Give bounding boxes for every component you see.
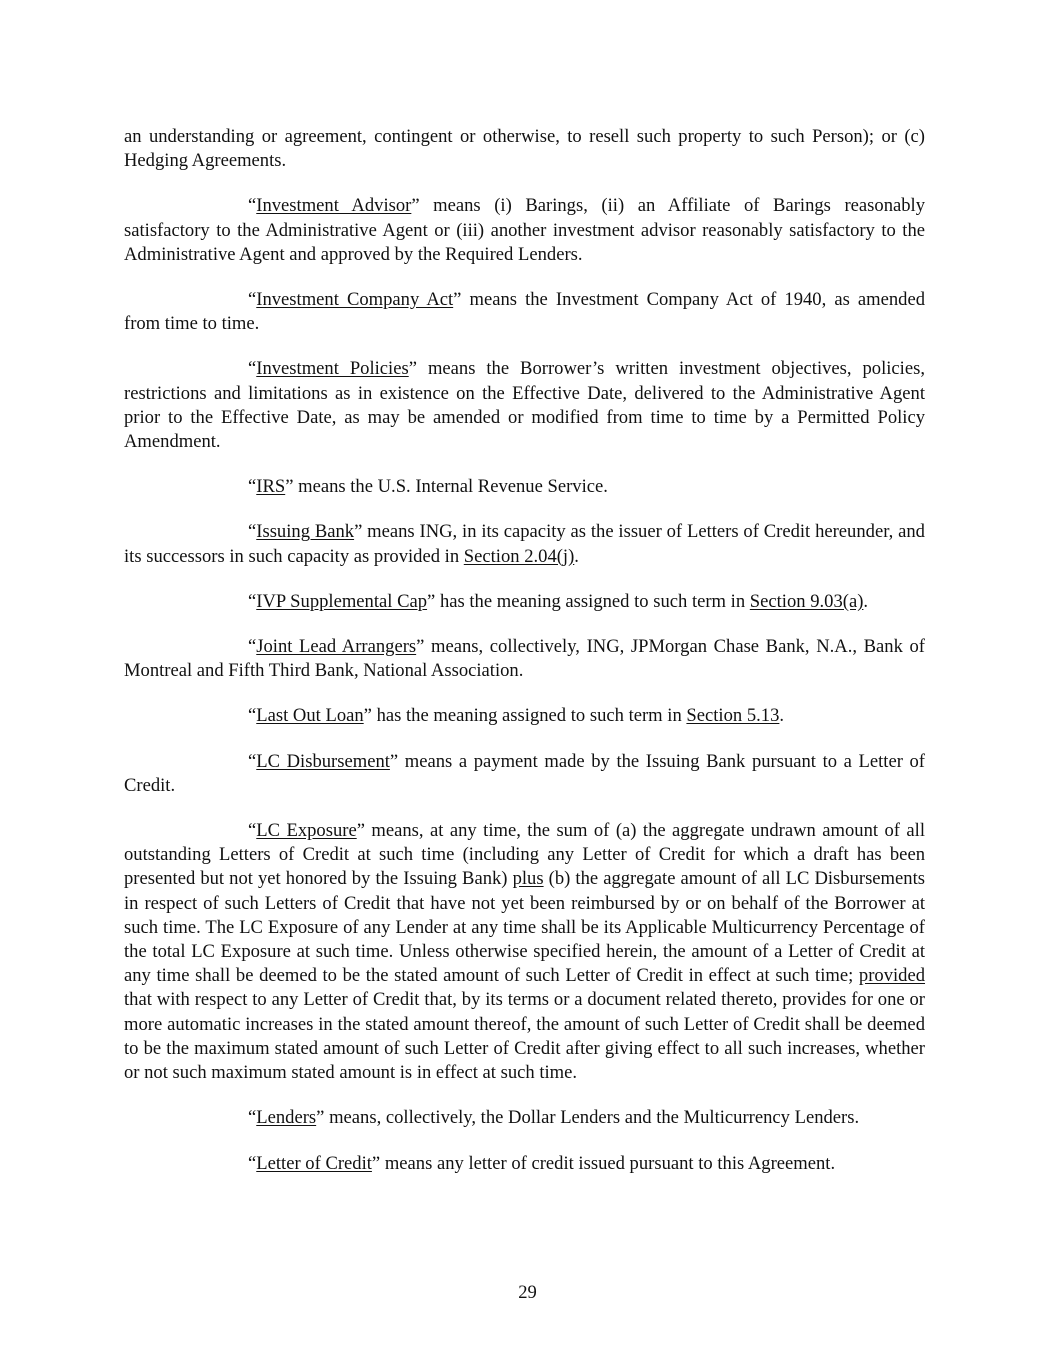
defined-term: Lenders	[256, 1107, 317, 1129]
definition-text: means a payment made by the Issuing Bank pursuant to a Letter of Credit.	[124, 750, 925, 796]
definition-investment-advisor: “Investment Advisor” means (i) Barings, (ii) an Affiliate of Barings reasonably satisfactory to the Administrative Agent or (iii) another investment advisor reasonably satisfactory to the Administrative Agent and approved by the Required Lenders.	[124, 195, 926, 265]
defined-term: Investment Advisor	[256, 195, 412, 217]
emphasis-plus: plus	[512, 868, 544, 890]
defined-term: Joint Lead Arrangers	[256, 636, 417, 658]
definition-last-out-loan: “Last Out Loan” has the meaning assigned to such term in Section 5.13.	[248, 705, 785, 727]
paragraph-continuation	[124, 125, 925, 173]
definition-text-end: .	[779, 705, 785, 727]
defined-term: Last Out Loan	[256, 705, 364, 727]
section-reference: Section 9.03(a)	[749, 590, 864, 612]
definition-lc-disbursement: “LC Disbursement” means a payment made by the Issuing Bank pursuant to a Letter of Credit.	[124, 750, 925, 796]
defined-term: Investment Company Act	[256, 289, 454, 311]
section-reference: Section 5.13	[686, 705, 780, 727]
definition-text: means the Investment Company Act of 1940, as amended from time to time.	[124, 289, 926, 335]
definition-text: means, collectively, the Dollar Lenders and the Multicurrency Lenders.	[329, 1107, 860, 1129]
definition-text: has the meaning assigned to such term in	[439, 590, 746, 612]
defined-term: LC Disbursement	[256, 750, 390, 772]
definition-text: means, at any time, the sum of (a) the aggregate undrawn amount of all outstanding Letters of Credit at such time (including any Letter of Credit for which a draft has been presented but not yet honored by the Issuing Bank)	[124, 820, 925, 890]
definition-text: (b) the aggregate amount of all LC Disbursements in respect of such Letters of Credit that have not yet been reimbursed by or on behalf of the Borrower at such time. The LC Exposure of any Lender at any time shall be its Applicable Multicurrency Percentage of the total LC Exposure at such time. Unless otherwise specified herein, the amount of a Letter of Credit at any time shall be deemed to be the stated amount of such Letter of Credit in effect at such time;	[124, 868, 925, 987]
definition-text: means ING, in its capacity as the issuer of Letters of Credit hereunder, and its successors in such capacity as provided in	[124, 521, 925, 567]
definition-text: means the U.S. Internal Revenue Service.	[298, 476, 608, 498]
definition-lenders: “Lenders” means, collectively, the Dollar Lenders and the Multicurrency Lenders.	[248, 1107, 860, 1129]
definition-lc-exposure: “LC Exposure” means, at any time, the sum of (a) the aggregate undrawn amount of all outstanding Letters of Credit at such time (including any Letter of Credit for which a draft has been presented but not yet honored by the Issuing Bank) plus (b) the aggregate amount of all LC Disbursements in respect of such Letters of Credit that have not yet been reimbursed by or on behalf of the Borrower at such time. The LC Exposure of any Lender at any time shall be its Applicable Multicurrency Percentage of the total LC Exposure at such time. Unless otherwise specified herein, the amount of a Letter of Credit at any time shall be deemed to be the stated amount of such Letter of Credit in effect at such time; provided that with respect to any Letter of Credit that, by its terms or a document related thereto, provides for one or more automatic increases in the stated amount thereof, the amount of such Letter of Credit shall be deemed to be the maximum stated amount of such Letter of Credit after giving effect to all such increases, whether or not such maximum stated amount is in effect at such time.	[124, 820, 926, 1084]
defined-term: Issuing Bank	[256, 521, 355, 543]
emphasis-provided: provided	[858, 965, 926, 987]
definition-text: means (i) Barings, (ii) an Affiliate of Barings reasonably satisfactory to the Administrative Agent or (iii) another investment advisor reasonably satisfactory to the Administrative Agent and approved by the Required Lenders.	[124, 195, 926, 265]
section-reference: Section 2.04(j)	[463, 545, 575, 567]
definition-text: that with respect to any Letter of Credit that, by its terms or a document related thereto, provides for one or more automatic increases in the stated amount thereof, the amount of such Letter of Credit shall be deemed to be the maximum stated amount of such Letter of Credit after giving effect to all such increases, whether or not such maximum stated amount is in effect at such time.	[124, 989, 925, 1084]
page-number: 29	[518, 1282, 537, 1303]
definition-text: has the meaning assigned to such term in	[376, 705, 682, 727]
paragraph-text: an understanding or agreement, contingent or otherwise, to resell such property to such Person); or (c) Hedging Agreements.	[124, 126, 925, 172]
definition-text: means, collectively, ING, JPMorgan Chase Bank, N.A., Bank of Montreal and Fifth Third Bank, National Association.	[124, 636, 925, 682]
defined-term: IVP Supplemental Cap	[256, 590, 428, 612]
definition-text-end: .	[574, 545, 579, 567]
defined-term: LC Exposure	[256, 820, 357, 842]
defined-term: IRS	[256, 476, 286, 498]
definition-text: means the Borrower’s written investment objectives, policies, restrictions and limitations as in existence on the Effective Date, delivered to the Administrative Agent prior to the Effective Date, as may be amended or modified from time to time by a Permitted Policy Amendment.	[124, 358, 925, 453]
definition-letter-of-credit: “Letter of Credit” means any letter of credit issued pursuant to this Agreement.	[248, 1152, 836, 1174]
definition-investment-company-act: “Investment Company Act” means the Investment Company Act of 1940, as amended from time to time.	[124, 289, 926, 335]
defined-term: Letter of Credit	[256, 1152, 372, 1174]
definition-text-end: .	[863, 590, 869, 612]
definition-issuing-bank: “Issuing Bank” means ING, in its capacity as the issuer of Letters of Credit hereunder, and its successors in such capacity as provided in Section 2.04(j).	[124, 521, 925, 567]
definition-investment-policies: “Investment Policies” means the Borrower’s written investment objectives, policies, restrictions and limitations as in existence on the Effective Date, delivered to the Administrative Agent prior to the Effective Date, as may be amended or modified from time to time by a Permitted Policy Amendment.	[124, 358, 925, 453]
definition-joint-lead-arrangers: “Joint Lead Arrangers” means, collectively, ING, JPMorgan Chase Bank, N.A., Bank of Montreal and Fifth Third Bank, National Association.	[124, 636, 925, 682]
definition-text: means any letter of credit issued pursuant to this Agreement.	[384, 1152, 836, 1174]
definition-irs: “IRS” means the U.S. Internal Revenue Service.	[248, 476, 608, 498]
definition-ivp-supplemental-cap: “IVP Supplemental Cap” has the meaning assigned to such term in Section 9.03(a).	[248, 590, 869, 612]
defined-term: Investment Policies	[256, 358, 409, 380]
document-page	[124, 125, 925, 1197]
